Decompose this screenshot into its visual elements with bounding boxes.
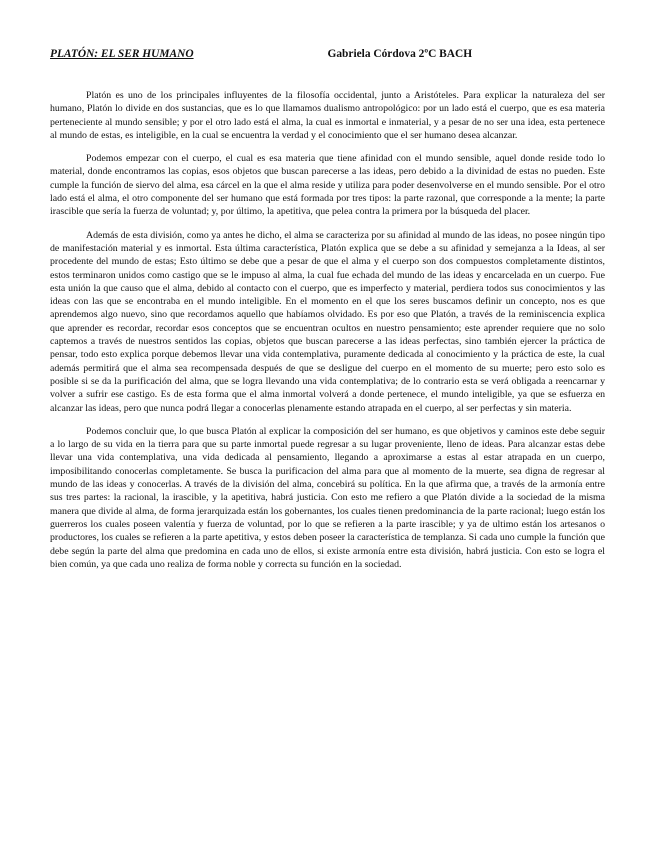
document-body [50, 89, 605, 581]
paragraph-4: Podemos concluir que, lo que busca Platón al explicar la composición del ser humano, es que objetivos y caminos este debe seguir a lo largo de su vida en la tierra para que su parte inmortal puede regresar a su lugar proveniente, lleno de ideas. Para alcanzar estas debe llevar una vida contemplativa, una vida dedicada al pensamiento, llegando a aproximarse a estas al estar atrapada en un cuerpo, imposibilitando conocerlas completamente. Se busca la purificacion del alma para que al momento de la muerte, sea digna de regresar al mundo de las ideas y conocerlas. A través de la división del alma, concebirá su política. En la que afirma que, a través de la armonía entre sus tres partes: la racional, la irascible, y la apetitiva, habrá justicia. Con esto me refiero a que Platón divide a la sociedad de la misma manera que divide al alma, de forma jerarquizada están los gobernantes, los cuales tienen predominancia de la parte racional; luego están los guerreros los cuales poseen valentía y fuerza de voluntad, por lo que se refieren a la parte irascible; y ya de ultimo están los artesanos o productores, los cuales se refieren a la parte apetitiva, y estos deben poseer la característica de templanza. Si cada uno cumple la función que debe según la parte del alma que predomina en cada uno de ellos, si existe armonía entre esta división, habrá justicia. Con esto se logra el bien común, ya que cada uno realiza de forma noble y correcta su función en la sociedad. [50, 425, 605, 570]
paragraph-3: Además de esta división, como ya antes he dicho, el alma se caracteriza por su afinidad al mundo de las ideas, no posee ningún tipo de manifestación material y es inmortal. Esta última característica, Platón explica que se debe a su afinidad y semejanza a la Ideas, al ser procedente del mundo de estas; Esto último se debe que a pesar de que el alma y el cuerpo son dos compuestos completamente distintos, estos terminaron unidos como castigo que se le impuso al alma, la cual fue echada del mundo de las ideas y encarcelada en un cuerpo. Fue esta unión la que causo que el alma, debido al contacto con el cuerpo, que es imperfecto y material, perdiera todos sus conocimientos y las ideas con las que se encontraba en el mundo inteligible. En el momento en el que los seres buscamos definir un concepto, nos es que aprendemos algo nuevo, sino que recordamos aquello que habíamos olvidado. Es por eso que Platón, a través de la reminiscencia explica que aprender es recordar, recordar esos conceptos que se encuentran ocultos en nuestro pensamiento; este aprender requiere que no solo captemos a través de nuestros sentidos las copias, objetos que buscan parecerse a las ideas perfectas, sino también ejercer la práctica de pensar, todo esto explica porque debemos llevar una vida contemplativa, puramente dedicada al conocimiento y la práctica de este, la cual además permitirá que el alma sea recompensada después de que se desligue del cuerpo en el momento de su muerte; pero esto solo es posible si se da la purificación del alma, que se logra llevando una vida contemplativa; de lo contrario esta se verá obligada a reencarnar y volver a sufrir ese castigo. Es de esta forma que el alma inmortal volverá a donde pertenece, el mundo inteligible, ya que se esfuerza en alcanzar las ideas, pero que nunca podrá llegar a conocerlas plenamente estando atrapada en el cuerpo, al ser perfectas y sin materia. [50, 229, 605, 414]
paragraph-1: Platón es uno de los principales influyentes de la filosofía occidental, junto a Aristóteles. Para explicar la naturaleza del ser humano, Platón lo divide en dos sustancias, que es lo que llamamos dualismo antropológico: por un lado está el cuerpo, que es esa materia perteneciente al mundo sensible; y por el otro lado está el alma, la cual es inmortal e inmaterial, y a pesar de no ser una idea, esta pertenece al mundo de estas, es inteligible, en la cual se encuentra la verdad y el conocimiento que el ser humano desea alcanzar. [50, 90, 605, 141]
paragraph-2: Podemos empezar con el cuerpo, el cual es esa materia que tiene afinidad con el mundo sensible, aquel donde reside todo lo material, donde encontramos las copias, esos objetos que buscan parecerse a las ideas, pero debido a la divinidad de estas no pueden. Este cumple la función de siervo del alma, esa cárcel en la que el alma reside y utiliza para poder desenvolverse en el mundo sensible. Por el otro lado está el alma, el otro componente del ser humano que está formada por tres tipos: la parte razonal, que corresponde a la mente; la parte irascible que sería la fuerza de voluntad; y, por último, la apetitiva, que pelea contra la primera por la búsqueda del placer. [50, 153, 605, 218]
document-author: Gabriela Córdova 2ºC BACH [327, 48, 473, 60]
document-title: PLATÓN: EL SER HUMANO [50, 48, 194, 60]
document-header [50, 48, 605, 60]
